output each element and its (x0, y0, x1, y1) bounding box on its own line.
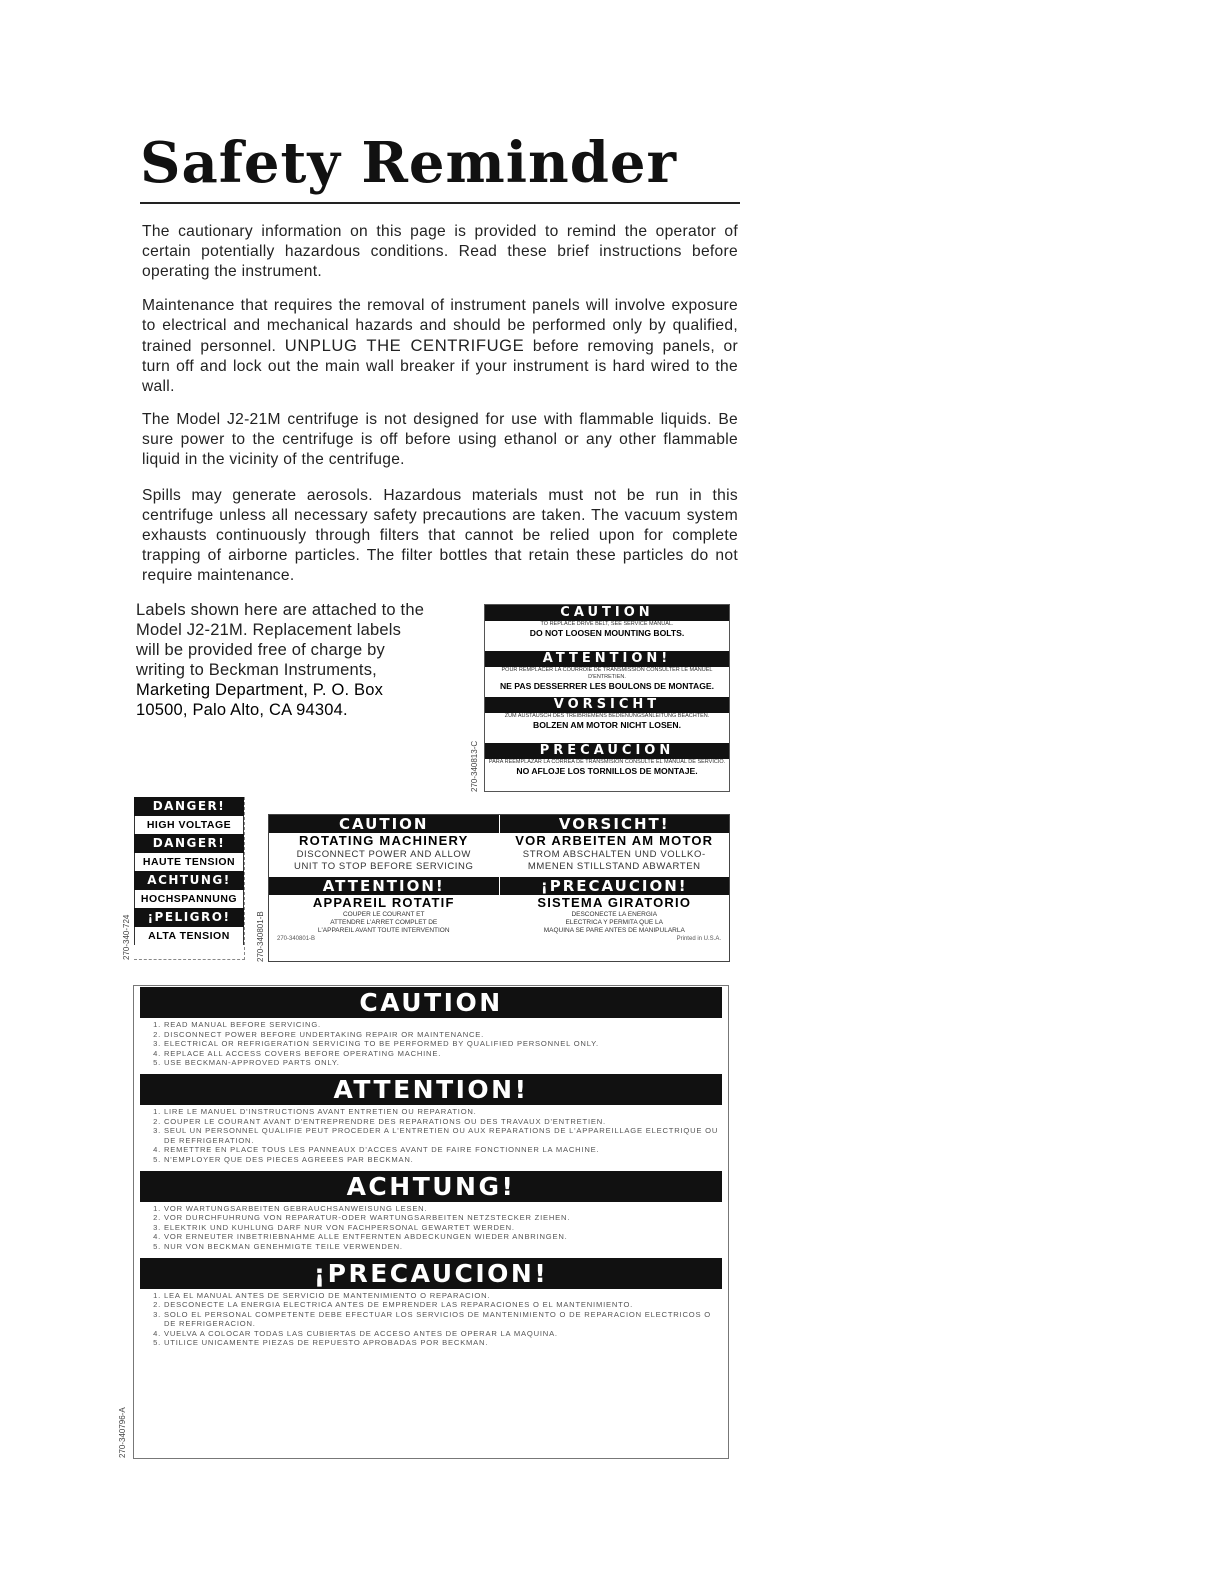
label-header: VORSICHT (485, 697, 729, 713)
label-section (485, 743, 729, 789)
label-bold-text: NE PAS DESSERRER LES BOULONS DE MONTAGE. (499, 681, 715, 691)
intro-paragraph: The cautionary information on this page is provided to remind the operator of certain potentially hazardous conditions. Read these brief instructions before operating the instrument. (142, 223, 738, 280)
list-item: 3. ELEKTRIK UND KUHLUNG DARF NUR VON FACHPERSONAL GEWARTET WERDEN. (164, 1223, 722, 1233)
label-header: ATTENTION! (140, 1074, 722, 1105)
label-line: DISCONNECT POWER AND ALLOW (296, 849, 471, 860)
instruction-list (140, 1107, 722, 1165)
label-line: UNIT TO STOP BEFORE SERVICING (294, 861, 474, 872)
list-item: 5. N'EMPLOYER QUE DES PIECES AGREEES PAR BECKMAN. (164, 1155, 722, 1165)
label-section (499, 815, 730, 873)
label-header: PRECAUCION (485, 743, 729, 759)
label-header: ACHTUNG! (134, 871, 244, 890)
label-section (269, 877, 499, 935)
label-header: DANGER! (134, 797, 244, 816)
label-line: ATTENDRE L'ARRET COMPLET DE (330, 919, 438, 926)
labels-note (136, 600, 426, 720)
rotating-machinery-label (268, 814, 730, 962)
label-bold-text: DO NOT LOOSEN MOUNTING BOLTS. (529, 628, 685, 638)
label-header: CAUTION (269, 815, 499, 833)
label-title: ROTATING MACHINERY (299, 833, 469, 848)
label-bold-text: BOLZEN AM MOTOR NICHT LOSEN. (533, 720, 681, 730)
label-footer (269, 935, 729, 943)
label-title: SISTEMA GIRATORIO (537, 895, 692, 910)
label-header: ¡PRECAUCION! (500, 877, 730, 895)
label-section (485, 651, 729, 697)
list-item: 1. VOR WARTUNGSARBEITEN GEBRAUCHSANWEISUNG LESEN. (164, 1204, 722, 1214)
instruction-list (140, 1204, 722, 1252)
page-title: Safety Reminder (140, 130, 678, 196)
label-section (134, 1257, 728, 1354)
list-item: 2. DESCONECTE LA ENERGIA ELECTRICA ANTES DE EMPRENDER LAS REPARACIONES O EL MANTENIMIENTO. (164, 1300, 722, 1310)
labels-note-address: Marketing Department, P. O. Box 10500, Palo Alto, CA 94304. (136, 681, 384, 719)
maintenance-text: Maintenance that requires the removal of instrument panels will involve exposure to electrical and mechanical hazards and should be performed only by qualified, trained personnel. (142, 297, 738, 355)
label-footer-left: 270-340801-B (277, 936, 316, 942)
label-header: VORSICHT! (500, 815, 730, 833)
part-number: 270-340801-B (256, 911, 265, 962)
label-section (134, 986, 728, 1073)
label-text: HOCHSPANNUNG (134, 890, 244, 908)
label-text: ALTA TENSION (134, 927, 244, 945)
label-line: COUPER LE COURANT ET (342, 911, 425, 918)
maintenance-paragraph (142, 296, 738, 397)
label-small-text: ZUM AUSTAUSCH DES TREIBRIEMENS BEDIENUNGSANLEITUNG BEACHTEN. (504, 713, 710, 719)
label-text: HAUTE TENSION (134, 853, 244, 871)
list-item: 4. VOR ERNEUTER INBETRIEBNAHME ALLE ENTFERNTEN ABDECKUNGEN WIEDER ANBRINGEN. (164, 1232, 722, 1242)
label-footer-right: Printed in U.S.A. (676, 936, 721, 942)
list-item: 1. LIRE LE MANUEL D'INSTRUCTIONS AVANT ENTRETIEN OU REPARATION. (164, 1107, 722, 1117)
part-number: 270-340813-C (470, 740, 479, 792)
mounting-bolts-label (484, 604, 730, 792)
label-section (485, 605, 729, 651)
label-section (485, 697, 729, 743)
label-section (499, 877, 730, 935)
list-item: 4. VUELVA A COLOCAR TODAS LAS CUBIERTAS DE ACCESO ANTES DE OPERAR LA MAQUINA. (164, 1329, 722, 1339)
aerosol-paragraph: Spills may generate aerosols. Hazardous materials must not be run in this centrifuge unless all necessary safety precautions are taken. The vacuum system exhausts continuously through filters that cannot be relied upon for complete trapping of airborne particles. The filter bottles that retain these particles do not require maintenance. (142, 487, 738, 584)
label-section (269, 815, 499, 873)
instruction-list (140, 1291, 722, 1349)
list-item: 5. USE BECKMAN-APPROVED PARTS ONLY. (164, 1058, 722, 1068)
label-line: DESCONECTE LA ENERGIA (571, 911, 658, 918)
part-number: 270-340796-A (118, 1407, 127, 1458)
list-item: 2. DISCONNECT POWER BEFORE UNDERTAKING REPAIR OR MAINTENANCE. (164, 1030, 722, 1040)
label-line: MAQUINA SE PARE ANTES DE MANIPULARLA (543, 927, 685, 934)
maintenance-text-end: before removing panels, or turn off and lock out the main wall breaker if your instrument is hard wired to the wall. (142, 338, 739, 395)
list-item: 2. COUPER LE COURANT AVANT D'ENTREPRENDRE DES REPARATIONS OU DES TRAVAUX D'ENTRETIEN. (164, 1117, 722, 1127)
label-line: MMENEN STILLSTAND ABWARTEN (527, 861, 701, 872)
list-item: 2. VOR DURCHFUHRUNG VON REPARATUR-ODER WARTUNGSARBEITEN NETZSTECKER ZIEHEN. (164, 1213, 722, 1223)
label-title: APPAREIL ROTATIF (312, 895, 455, 910)
list-item: 4. REMETTRE EN PLACE TOUS LES PANNEAUX D'ACCES AVANT DE FAIRE FONCTIONNER LA MACHINE. (164, 1145, 722, 1155)
list-item: 4. REPLACE ALL ACCESS COVERS BEFORE OPERATING MACHINE. (164, 1049, 722, 1059)
label-section (134, 1073, 728, 1170)
list-item: 3. SEUL UN PERSONNEL QUALIFIE PEUT PROCEDER A L'ENTRETIEN OU AUX REPARATIONS DE L'APPAREILLAGE ELECTRIQUE OU DE REFRIGERATION. (164, 1126, 722, 1145)
label-bold-text: NO AFLOJE LOS TORNILLOS DE MONTAJE. (516, 766, 698, 776)
list-item: 1. LEA EL MANUAL ANTES DE SERVICIO DE MANTENIMIENTO O REPARACION. (164, 1291, 722, 1301)
label-header: ¡PRECAUCION! (140, 1258, 722, 1289)
list-item: 3. ELECTRICAL OR REFRIGERATION SERVICING TO BE PERFORMED BY QUALIFIED PERSONNEL ONLY. (164, 1039, 722, 1049)
label-header: ATTENTION! (269, 877, 499, 895)
label-line: ELECTRICA Y PERMITA QUE LA (565, 919, 664, 926)
label-small-text: PARA REEMPLAZAR LA CORREA DE TRANSMISION CONSULTE EL MANUAL DE SERVICIO. (488, 759, 726, 765)
label-title: VOR ARBEITEN AM MOTOR (515, 833, 714, 848)
label-header: CAUTION (140, 987, 722, 1018)
label-row (269, 877, 729, 935)
flammable-paragraph: The Model J2-21M centrifuge is not designed for use with flammable liquids. Be sure power to the centrifuge is off before using ethanol or any other flammable liquid in the vicinity of the centrifuge. (142, 411, 738, 468)
label-text: HIGH VOLTAGE (134, 816, 244, 834)
part-number: 270-340-724 (122, 914, 131, 960)
label-section (134, 1170, 728, 1257)
label-line: STROM ABSCHALTEN UND VOLLKO- (522, 849, 706, 860)
instruction-list (140, 1020, 722, 1068)
label-small-text: POUR REMPLACER LA COURROIE DE TRANSMISSION CONSULTER LE MANUEL D'ENTRETIEN. (501, 667, 713, 680)
unplug-warning: UNPLUG THE CENTRIFUGE (284, 336, 525, 355)
title-rule (140, 202, 740, 204)
label-header: CAUTION (485, 605, 729, 621)
service-instructions-label (133, 985, 729, 1459)
label-header: ATTENTION! (485, 651, 729, 667)
list-item: 3. SOLO EL PERSONAL COMPETENTE DEBE EFECTUAR LOS SERVICIOS DE MANTENIMIENTO O DE REPARACION ELECTRICOS O DE REFRIGERACION. (164, 1310, 722, 1329)
labels-note-text: Labels shown here are attached to the Model J2-21M. Replacement labels will be provided free of charge by writing to Beckman Instruments, (136, 601, 425, 679)
list-item: 5. NUR VON BECKMAN GENEHMIGTE TEILE VERWENDEN. (164, 1242, 722, 1252)
high-voltage-label (134, 797, 245, 960)
label-header: ¡PELIGRO! (134, 908, 244, 927)
label-row (269, 815, 729, 873)
label-header: ACHTUNG! (140, 1171, 722, 1202)
label-small-text: TO REPLACE DRIVE BELT, SEE SERVICE MANUAL. (540, 621, 674, 627)
label-line: L'APPAREIL AVANT TOUTE INTERVENTION (317, 927, 450, 934)
list-item: 5. UTILICE UNICAMENTE PIEZAS DE REPUESTO APROBADAS POR BECKMAN. (164, 1338, 722, 1348)
label-header: DANGER! (134, 834, 244, 853)
list-item: 1. READ MANUAL BEFORE SERVICING. (164, 1020, 722, 1030)
